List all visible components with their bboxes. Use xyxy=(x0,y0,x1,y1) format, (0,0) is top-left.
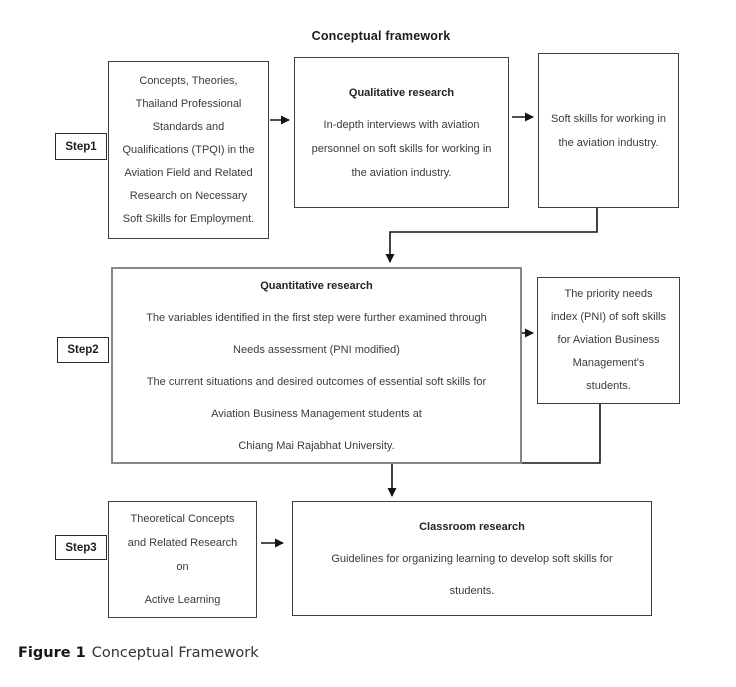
text-line: Active Learning xyxy=(144,594,221,606)
text-line: Aviation Business Management students at xyxy=(211,407,422,420)
text-line: Chiang Mai Rajabhat University. xyxy=(238,439,395,452)
step2-label: Step2 xyxy=(67,344,99,356)
box-soft-skills-outcome xyxy=(538,53,679,208)
box-concepts-theories xyxy=(108,61,269,239)
text-line: on xyxy=(176,561,189,573)
text-line: Standards and xyxy=(152,120,225,133)
step1-label-box xyxy=(55,133,107,160)
text-line: Soft skills for working in xyxy=(551,112,666,125)
box-heading: Quantitative research xyxy=(260,279,373,292)
figure-title: Conceptual framework xyxy=(311,29,451,43)
box-pni-outcome xyxy=(537,277,680,404)
box-qualitative-research xyxy=(294,57,509,208)
text-line: personnel on soft skills for working in xyxy=(311,142,492,155)
figure-caption xyxy=(18,645,259,661)
box-heading: Qualitative research xyxy=(348,86,455,99)
text-line: The priority needs xyxy=(564,288,653,300)
text-line: In-depth interviews with aviation xyxy=(323,118,480,131)
text-line: Research on Necessary xyxy=(129,189,248,202)
step2-label-box xyxy=(57,337,109,363)
box-theoretical-concepts xyxy=(108,501,257,618)
text-line: The current situations and desired outcomes of essential soft skills for xyxy=(146,375,487,388)
box-quantitative-research xyxy=(111,267,522,464)
text-line: Guidelines for organizing learning to develop soft skills for xyxy=(331,552,613,565)
box-classroom-research xyxy=(292,501,652,616)
text-line: Aviation Field and Related xyxy=(124,166,253,179)
text-line: the aviation industry. xyxy=(351,166,452,179)
text-line: Management's xyxy=(572,357,645,369)
step1-label: Step1 xyxy=(65,140,97,153)
text-line: Soft Skills for Employment. xyxy=(122,212,255,225)
step3-label-box xyxy=(55,535,107,560)
text-line: Thailand Professional xyxy=(135,97,242,110)
arrow-softskills-to-quantitative xyxy=(390,206,597,262)
text-line: for Aviation Business xyxy=(557,334,660,346)
text-line: Qualifications (TPQI) in the xyxy=(122,143,255,156)
text-line: The variables identified in the first step were further examined through xyxy=(146,311,487,324)
text-line: index (PNI) of soft skills xyxy=(551,311,666,323)
text-line: the aviation industry. xyxy=(558,136,659,149)
step3-label: Step3 xyxy=(65,541,97,554)
text-line: Theoretical Concepts xyxy=(130,513,235,525)
text-line: Needs assessment (PNI modified) xyxy=(233,343,400,356)
text-line: Concepts, Theories, xyxy=(139,74,238,87)
text-line: students. xyxy=(586,380,631,392)
text-line: and Related Research xyxy=(127,537,238,549)
box-heading: Classroom research xyxy=(419,520,525,533)
text-line: students. xyxy=(449,584,495,597)
figure-caption-text: Conceptual Framework xyxy=(91,645,259,661)
figure-caption-number: Figure 1 xyxy=(18,645,86,661)
